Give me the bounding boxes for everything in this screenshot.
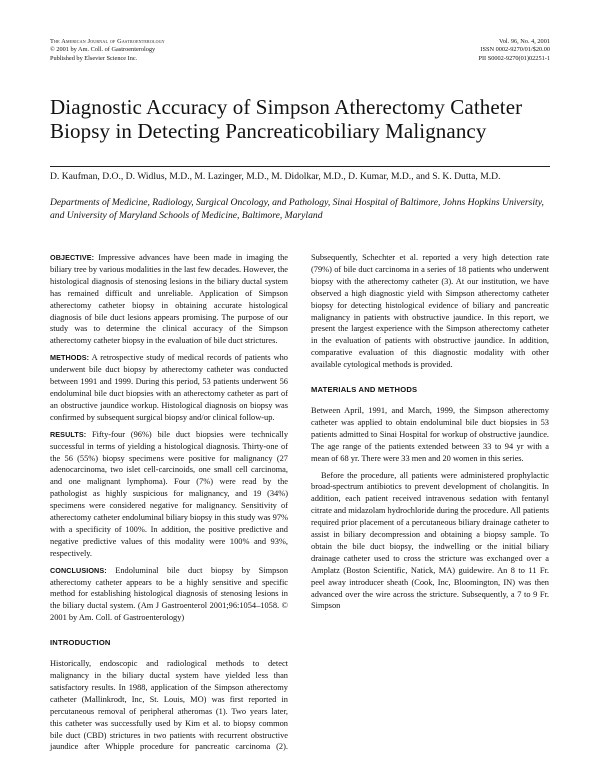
- abstract-conclusions: [50, 565, 288, 625]
- abstract-results: [50, 429, 288, 560]
- abstract-objective: [50, 252, 288, 347]
- publisher-line: Published by Elsevier Science Inc.: [50, 54, 138, 62]
- methods-paragraph-2: Before the procedure, all patients were administered prophylactic broad-spectrum antibiotics to prevent development of cholangitis. In addition, each patient received intravenous sedation with fentanyl citrate and midazolam hydrochloride during the procedure. All patients required prior placement of a percutaneous biliary drainage catheter to assist in biliary decompression and obtaining a biopsy sample. To obtain the bile duct biopsy, the indwelling or the initial biliary drainage catheter used to cross the stricture was exchanged over a Amplatz (Boston Scientific, Natick, MA) guidewire. An 8 to 11 Fr. peel away introducer sheath (Cook, Inc, Bloomington, IN) was then advanced over the wire across the stricture. Subsequently, a 7 to 9 Fr. Simpson: [311, 470, 549, 611]
- pii-line: PII S0002-9270(01)02251-1: [478, 54, 550, 62]
- author-list: D. Kaufman, D.O., D. Widlus, M.D., M. Lazinger, M.D., M. Didolkar, M.D., D. Kumar, M.D., and S. K. Dutta, M.D.: [50, 171, 501, 182]
- right-column: [311, 252, 549, 617]
- methods-label: METHODS:: [50, 353, 90, 363]
- copyright-line: © 2001 by Am. Coll. of Gastroenterology: [50, 46, 156, 54]
- objective-label: OBJECTIVE:: [50, 253, 95, 262]
- introduction-heading: INTRODUCTION: [50, 638, 111, 648]
- objective-text: Impressive advances have been made in imaging the biliary tree by various modalities in the last few decades. However, the histological diagnosis of stenosing lesions in the biliary ductal system has remained difficult and unreliable. Application of Simpson atherectomy catheter biopsy in obtaining accurate histological diagnosis of bile duct lesions appears promising. The purpose of our study was to determine the clinical accuracy of the Simpson atherectomy catheter biopsy in the evaluation of bile duct strictures.: [50, 253, 288, 346]
- issn-line: ISSN 0002-9270/01/$20.00: [480, 46, 550, 54]
- journal-name: The American Journal of Gastroenterology: [50, 38, 165, 45]
- left-column: [50, 252, 288, 758]
- journal-header-left: [50, 38, 165, 63]
- introduction-paragraph-part2: Subsequently, Schechter et al. reported a very high detection rate (79%) of bile duct carcinoma in a series of 18 patients who underwent biopsy with the atherectomy catheter (3). At our institution, we have observed a high diagnostic yield with Simpson atherectomy catheter biopsy for detecting histological evidence of biliary and pancreatic malignancy in patients with obstructive jaundice. In this report, we present the largest experience with the Simpson atherectomy catheter in the evaluation of patients with obstructive jaundice. In addition, comparative evaluation of this diagnostic modality with other available cytological methods is provided.: [311, 253, 549, 370]
- conclusions-label: CONCLUSIONS:: [50, 565, 107, 575]
- abstract-methods: [50, 352, 288, 423]
- methods-text: A retrospective study of medical records of patients who underwent bile duct biopsy by atherectomy catheter was conducted between 1991 and 1999. During this period, 53 patients underwent 56 endoluminal bile duct biopsies with an atherectomy catheter as part of an obstructive jaundice workup. Histological diagnosis on biopsy was confirmed by subsequent surgical biopsy and/or clinical follow-up.: [50, 353, 288, 422]
- methods-heading: MATERIALS AND METHODS: [311, 385, 418, 395]
- volume-line: Vol. 96, No. 4, 2001: [499, 38, 550, 45]
- title-rule: [50, 166, 550, 167]
- introduction-paragraph-part1: Historically, endoscopic and radiological methods to detect malignancy in the biliary ductal system have yielded less than satisfactory results. In 1988, application of the Simpson atherectomy catheter (Mallinkrodt, Inc, St. Louis, MO) was first reported in percutaneous removal of peripheral atheromas (1). Two years later, this catheter was successfully used by Kim et al. to biopsy common bile duct (CBD) strictures in two patients with recurrent obstructive jaundice after Whipple procedure for pancreatic carcinoma (2).: [50, 659, 288, 752]
- affiliations: Departments of Medicine, Radiology, Surgical Oncology, and Pathology, Sinai Hospital of Baltimore, Johns Hopkins University, and University of Maryland Schools of Medicine, Baltimore, Maryland: [50, 197, 544, 221]
- conclusions-text: Endoluminal bile duct biopsy by Simpson atherectomy catheter appears to be a highly sensitive and specific method for establishing histological diagnosis of stenosing lesions in the biliary ductal system. (Am J Gastroenterol 2001;96:1054–1058. © 2001 by Am. Coll. of Gastroenterology): [50, 565, 289, 623]
- journal-header-right: [478, 38, 550, 63]
- article-title: Diagnostic Accuracy of Simpson Atherectomy Catheter Biopsy in Detecting Pancreaticobiliary Malignancy: [50, 95, 523, 143]
- results-label: RESULTS:: [50, 429, 87, 439]
- methods-paragraph-1: Between April, 1991, and March, 1999, the Simpson atherectomy catheter was applied to obtain endoluminal bile duct biopsies in 53 patients admitted to Sinai Hospital for workup of obstructive jaundice. The age range of the patients extended between 33 to 94 yr with a mean of 68 yr. There were 33 men and 20 women in this series.: [311, 405, 549, 463]
- results-text: Fifty-four (96%) bile duct biopsies were technically successful in terms of yielding a histological diagnosis. Thirty-one of the 56 (55%) biopsy specimens were positive for malignancy (27 adenocarcinoma, two islet cell-carcinoids, one small cell carcinoma, and one malignant lymphoma). Four (7%) were read by the pathologist as highly suspicious for malignancy, and 19 (34%) specimens were considered negative for malignancy. Sensitivity of atherectomy catheter endoluminal biliary biopsy in this study was 97% with a specificity of 100%. In addition, the positive predictive and negative predictive values of this modality were 100% and 93%, respectively.: [50, 429, 289, 558]
